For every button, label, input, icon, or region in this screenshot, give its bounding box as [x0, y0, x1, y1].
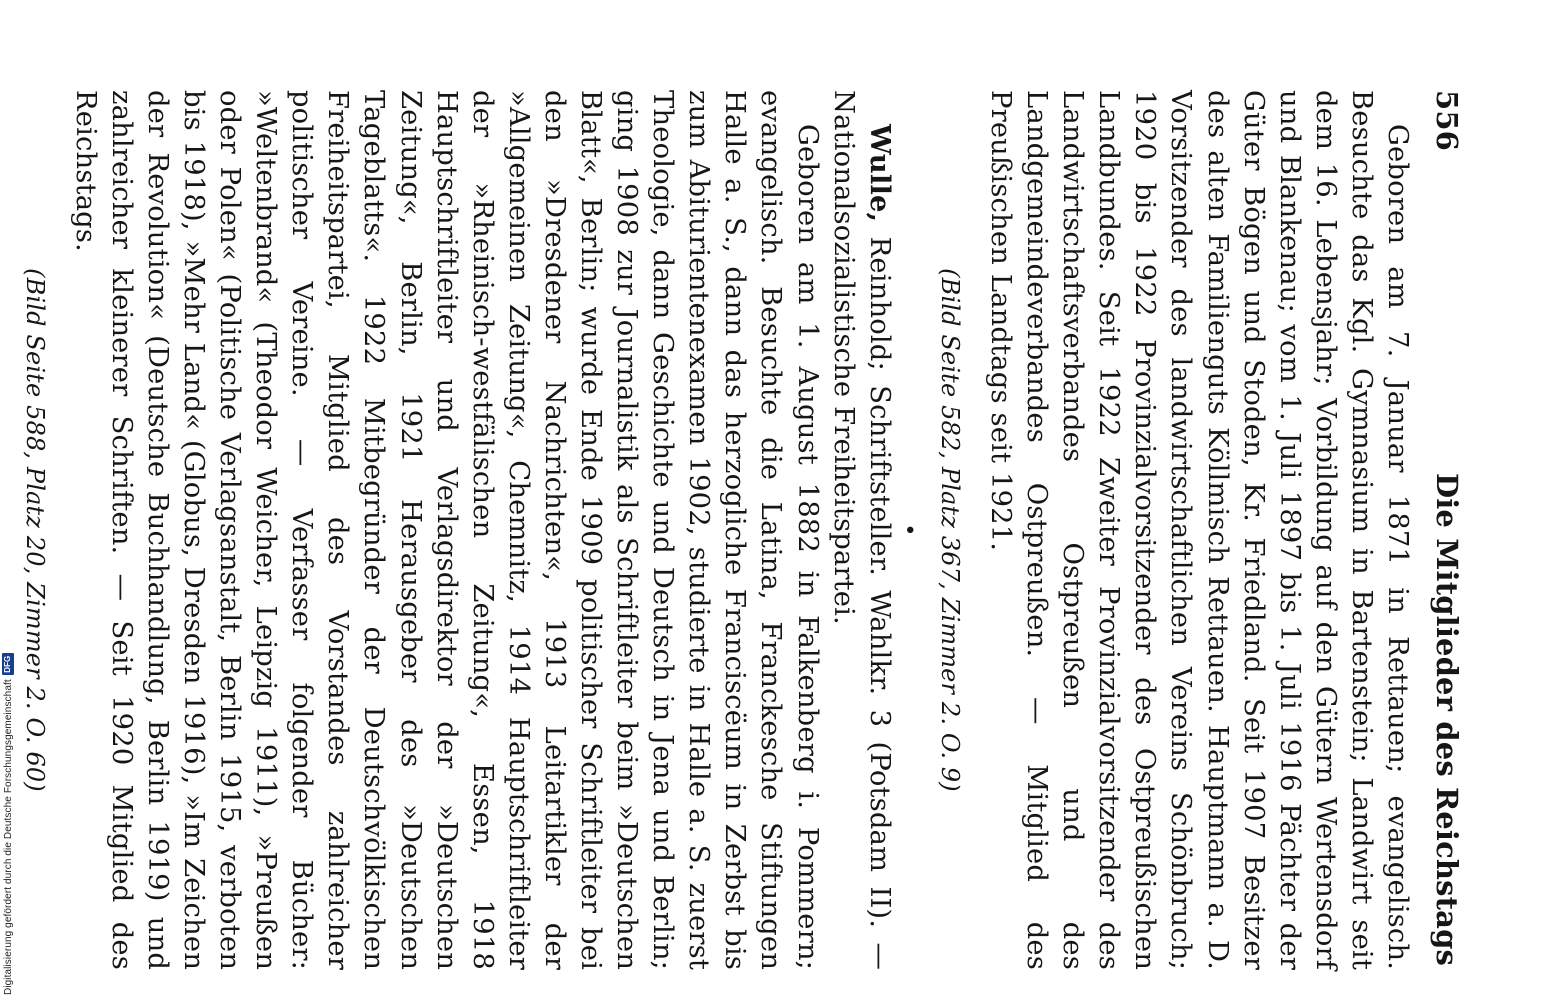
page-number: 556: [1430, 90, 1464, 151]
digitization-notice-text: Digitalisierung gefördert durch die Deutsche Forschungsgemeinschaft: [2, 679, 14, 995]
entry2-heading: [825, 90, 898, 970]
digitization-notice: [2, 653, 14, 995]
entry2-photo-reference: (Bild Seite 588, Platz 20, Zimmer 2. O. 60): [20, 268, 49, 792]
entry2-biography: Geboren am 1. August 1882 in Falkenberg i. Pommern; evangelisch. Besuchte die Latina, Franckesche Stiftungen Halle a. S., dann das herzogliche Franciscëum in Zerbst bis zum Abiturientenexamen 1902, studierte in Halle a. S. zuerst Theologie, dann Geschichte und Deutsch in Jena und Berlin; ging 1908 zur Journalistik als Schriftleiter beim »Deutschen Blatt«, Berlin; wurde Ende 1909 politischer Schriftleiter bei den »Dresdener Nachrichten«, 1913 Leitartikler der »Allgemeinen Zeitung«, Chemnitz, 1914 Hauptschriftleiter der »Rheinisch-westfälischen Zeitung«, Essen, 1918 Hauptschriftleiter und Verlagsdirektor der »Deutschen Zeitung«, Berlin, 1921 Herausgeber des »Deutschen Tageblatts«. 1922 Mitbegründer der Deutschvölkischen Freiheitspartei, Mitglied des Vorstandes zahlreicher politischer Vereine. — Verfasser folgender Bücher: »Weltenbrand« (Theodor Weicher, Leipzig 1911), »Preußen oder Polen« (Politische Verlagsanstalt, Berlin 1915, verboten bis 1918), »Mehr Land« (Globus, Dresden 1916), »Im Zeichen der Revolution« (Deutsche Buchhandlung, Berlin 1919) und zahlreicher kleinerer Schriften. — Seit 1920 Mitglied des Reichstags.: [69, 90, 823, 970]
dfg-logo: DFG: [2, 653, 14, 675]
rotated-text-block: [20, 90, 1465, 971]
entry2-head-text: Reinhold; Schriftsteller. Wahlkr. 3 (Potsdam II). — Nationalsozialistische Freiheitspartei.: [827, 90, 895, 971]
entry1-photo-reference: (Bild Seite 582, Platz 367, Zimmer 2. O. 9): [935, 268, 964, 792]
entry1-biography: Geboren am 7. Januar 1871 in Rettauen; evangelisch. Besuchte das Kgl. Gymnasium in Bartenstein; Landwirt seit dem 16. Lebensjahr; Vorbildung auf den Gütern Wertensdorf und Blankenau; vom 1. Juli 1897 bis 1. Juli 1916 Pächter der Güter Bögen und Stoden, Kr. Friedland. Seit 1907 Besitzer des alten Familienguts Köllmisch Rettauen. Hauptmann a. D. Vorsitzender des landwirtschaftlichen Vereins Schönbruch; 1920 bis 1922 Provinzialvorsitzender des Ostpreußischen Landbundes. Seit 1922 Zweiter Provinzialvorsitzender des Landwirtschaftsverbandes Ostpreußen und des Landgemeindeverbandes Ostpreußen. — Mitglied des Preußischen Landtags seit 1921.: [984, 90, 1413, 970]
running-head: Die Mitglieder des Reichstags: [1430, 472, 1464, 966]
entry2-name: Wulle,: [863, 124, 896, 223]
page-header: [1415, 90, 1465, 970]
separator-dot: •: [895, 523, 921, 537]
